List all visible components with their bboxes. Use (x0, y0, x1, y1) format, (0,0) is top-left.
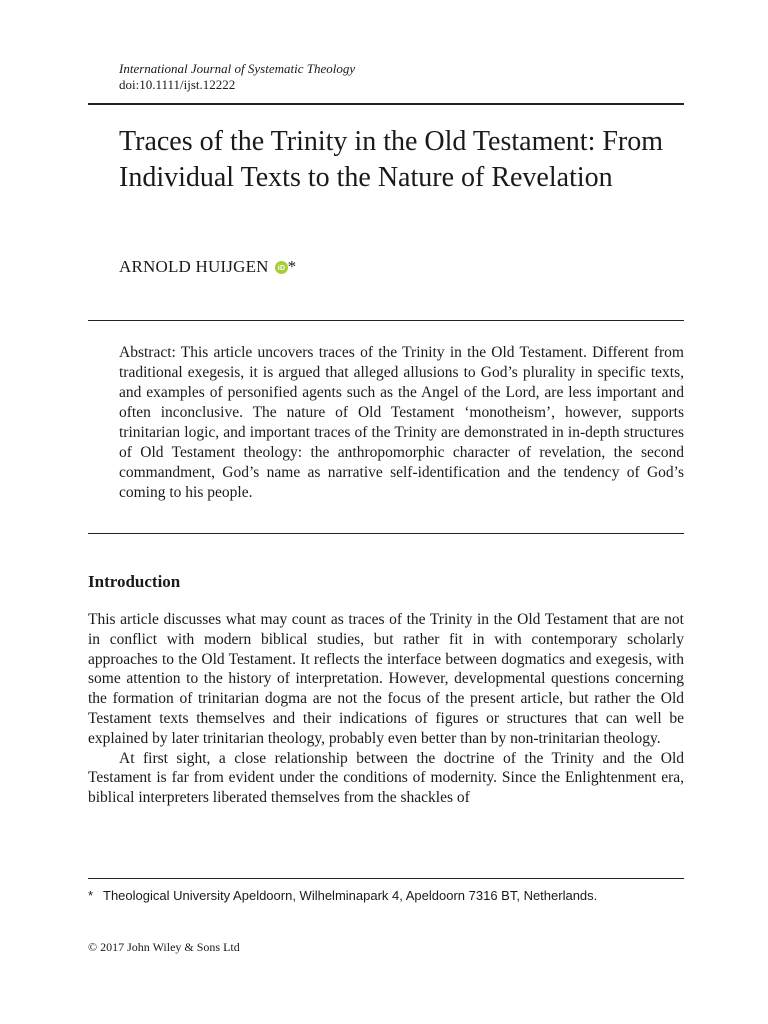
footnote-text: Theological University Apeldoorn, Wilhelminapark 4, Apeldoorn 7316 BT, Netherlands. (103, 888, 598, 903)
introduction-body (88, 610, 684, 808)
header-rule (88, 103, 684, 105)
footnote-mark: * (88, 888, 94, 903)
footnote (88, 887, 684, 905)
doi: doi:10.1111/ijst.12222 (119, 77, 236, 92)
abstract-bottom-rule (88, 533, 684, 534)
author-footnote-mark: * (287, 257, 297, 276)
copyright: © 2017 John Wiley & Sons Ltd (88, 940, 240, 954)
abstract: Abstract: This article uncovers traces of the Trinity in the Old Testament. Different from traditional exegesis, it is argued that alleged allusions to God’s plurality in specific texts, and examples of personified agents such as the Angel of the Lord, are less important and often inconclusive. The nature of Old Testament ‘monotheism’, however, supports trinitarian logic, and important traces of the Trinity are demonstrated in in-depth structures of Old Testament theology: the anthropomorphic character of revelation, the second commandment, God’s name as narrative self-identification and the tendency of God’s coming to his people. (119, 344, 684, 501)
section-heading-introduction: Introduction (88, 572, 181, 591)
author-name: ARNOLD HUIJGEN (119, 257, 269, 276)
body-paragraph: This article discusses what may count as traces of the Trinity in the Old Testament that are not in conflict with modern biblical studies, but rather fit in with contemporary scholarly approaches to the Old Testament. It reflects the interface between dogmatics and exegesis, with some attention to the history of interpretation. However, developmental questions concerning the formation of trinitarian dogma are not the focus of the present article, but rather the Old Testament texts themselves and their indications of figures or structures that can well be explained by later trinitarian theology, probably even better than by non-trinitarian theology. (88, 611, 684, 747)
orcid-icon[interactable] (275, 261, 288, 274)
author-line (119, 256, 296, 278)
journal-name: International Journal of Systematic Theology (119, 61, 356, 76)
article-title: Traces of the Trinity in the Old Testament: From Individual Texts to the Nature of Revelation (119, 126, 664, 193)
svg-text:iD: iD (277, 264, 285, 272)
body-paragraph: At first sight, a close relationship between the doctrine of the Trinity and the Old Testament is far from evident under the conditions of modernity. Since the Enlightenment era, biblical interpreters liberated themselves from the shackles of (88, 749, 684, 807)
footnote-rule (88, 878, 684, 879)
journal-header (119, 61, 355, 93)
abstract-top-rule (88, 320, 684, 321)
